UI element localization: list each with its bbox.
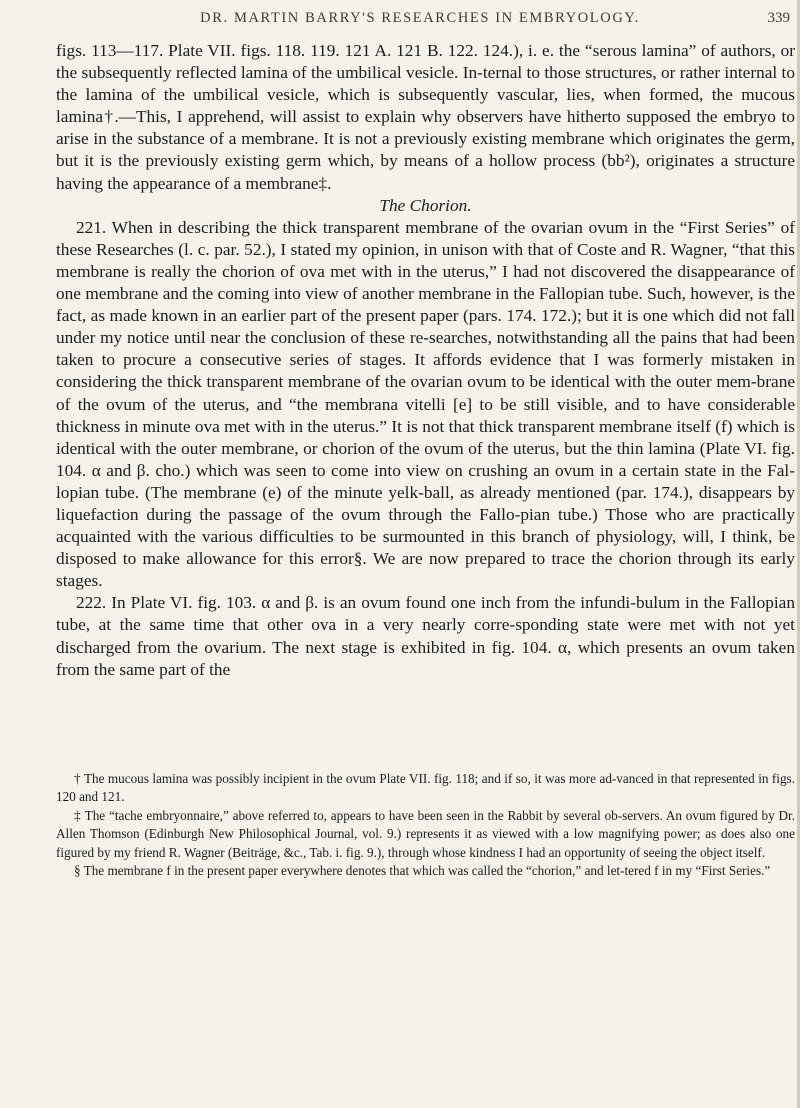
page-header — [50, 10, 790, 36]
paragraph-222: 222. In Plate VI. fig. 103. α and β. is an ovum found one inch from the infundi-bulum in the Fallopian tube, at the same time that other ova in a very nearly corre-sponding state were met with not yet discharged from the ovarium. The next stage is exhibited in fig. 104. α, which presents an ovum taken from the same part of the — [56, 593, 795, 679]
footnote-dagger: † The mucous lamina was possibly incipient in the ovum Plate VII. fig. 118; and if so, it was more ad-vanced in that represented in figs. 120 and 121. — [56, 771, 795, 805]
footnotes — [56, 770, 795, 880]
running-head: DR. MARTIN BARRY'S RESEARCHES IN EMBRYOLOGY. — [200, 10, 640, 26]
body-text — [56, 40, 795, 681]
paragraph-221: 221. When in describing the thick transparent membrane of the ovarian ovum in the “First Series” of these Researches (l. c. par. 52.), I stated my opinion, in unison with that of Coste and R. Wagner, “that this membrane is really the chorion of ova met with in the uterus,” I had not discovered the disappearance of one membrane and the coming into view of another membrane in the Fallopian tube. Such, however, is the fact, as made known in an earlier part of the present paper (pars. 174. 172.); but it is one which did not fall under my notice until near the conclusion of these re-searches, notwithstanding all the pains that had been taken to procure a consecutive series of stages. It affords evidence that I was formerly mistaken in considering the thick transparent membrane of the ovarian ovum to be identical with the outer mem-brane of the ovum of the uterus, and “the membrana vitelli [e] to be still visible, and to have considerable thickness in minute ova met with in the uterus.” It is not that thick transparent membrane itself (f) which is identical with the outer membrane, or chorion of the ovum of the uterus, but the thin lamina (Plate VI. fig. 104. α and β. cho.) which was seen to come into view on crushing an ovum in a certain state in the Fal-lopian tube. (The membrane (e) of the minute yelk-ball, as already mentioned (par. 174.), disappears by liquefaction during the passage of the ovum through the Fallo-pian tube.) Those who are practically acquainted with the various difficulties to be surmounted in this branch of physiology, will, I think, be disposed to make allowance for this error§. We are now prepared to trace the chorion through its early stages. — [56, 217, 795, 591]
footnote-section: § The membrane f in the present paper everywhere denotes that which was called the “chorion,” and let-tered f in my “First Series.” — [74, 863, 771, 879]
page-number: 339 — [767, 10, 790, 26]
footnote-double-dagger: ‡ The “tache embryonnaire,” above referred to, appears to have been seen in the Rabbit by several ob-servers. An ovum figured by Dr. Allen Thomson (Edinburgh New Philosophical Journal, vol. 9.) represents it as viewed with a low magnifying power; as does also one figured by my friend R. Wagner (Beiträge, &c., Tab. i. fig. 9.), through whose kindness I had an opportunity of seeing the object itself. — [56, 807, 795, 860]
paragraph-continuation: figs. 113—117. Plate VII. figs. 118. 119. 121 A. 121 B. 122. 124.), i. e. the “serous lamina” of authors, or the subsequently reflected lamina of the umbilical vesicle. In-ternal to those structures, or rather internal to the lamina of the umbilical vesicle, which is subsequently vascular, lies, when formed, the mucous lamina†.—This, I apprehend, will assist to explain why observers have hitherto supposed the embryo to arise in the substance of a membrane. It is not a previously existing membrane which originates the germ, but it is the previously existing germ which, by means of a hollow process (bb²), originates a structure having the appearance of a membrane‡. — [56, 41, 795, 193]
section-title: The Chorion. — [379, 195, 472, 215]
